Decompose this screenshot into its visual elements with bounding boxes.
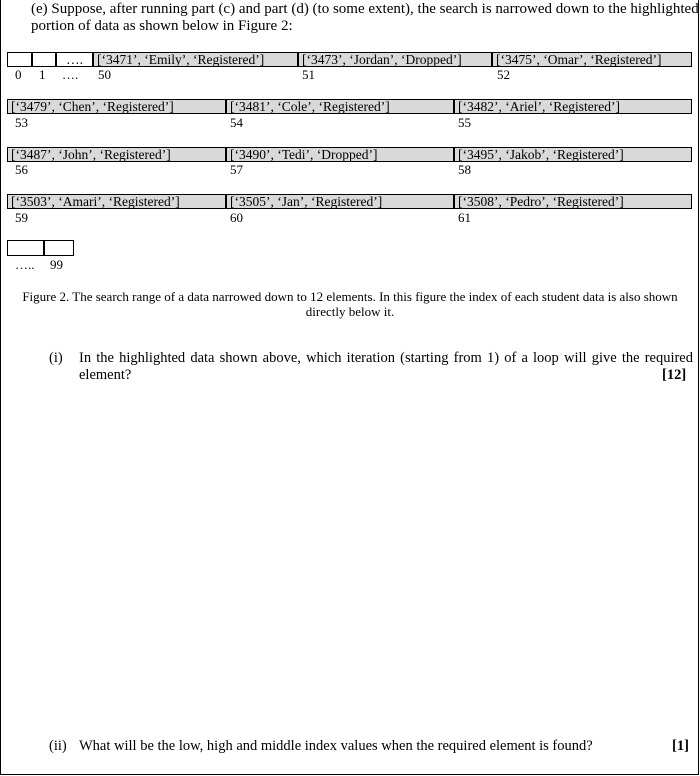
index-label-50: 50 [98,67,111,82]
index-label-58: 58 [458,162,471,177]
data-cell-57: [‘3490’, ‘Tedi’, ‘Dropped’] [226,147,454,162]
figure-caption-line-2: directly below it. [305,304,395,319]
data-cell-60: [‘3505’, ‘Jan’, ‘Registered’] [226,194,454,209]
index-label-59: 59 [15,210,28,225]
data-cell-52: [‘3475’, ‘Omar’, ‘Registered’] [492,52,692,67]
data-cell-53: [‘3479’, ‘Chen’, ‘Registered’] [7,99,226,114]
data-cell-56: [‘3487’, ‘John’, ‘Registered’] [7,147,226,162]
index-label-51: 51 [302,67,315,82]
question-i-number: (i) [49,350,63,366]
question-ii-number: (ii) [49,738,67,754]
array-cell-1 [32,52,56,67]
data-cell-61: [‘3508’, ‘Pedro’, ‘Registered’] [454,194,692,209]
index-label-54: 54 [230,115,243,130]
index-label-52: 52 [497,67,510,82]
figure-caption-line-1: Figure 2. The search range of a data narrowed down to 12 elements. In this figure the index of each student data is also shown [22,289,678,304]
question-i-line-1: In the highlighted data shown above, which iteration (starting from 1) of a loop will give the required [79,350,693,366]
index-label-dots: …. [62,67,79,82]
data-cell-51: [‘3473’, ‘Jordan’, ‘Dropped’] [298,52,492,67]
array-cell-98 [7,240,44,256]
question-i-line-2: element? [79,367,132,383]
data-cell-54: [‘3481’, ‘Cole’, ‘Registered’] [226,99,454,114]
index-label-60: 60 [230,210,243,225]
array-cell-0 [7,52,32,67]
question-ii-marks: [1] [672,738,689,754]
question-ii-text: What will be the low, high and middle index values when the required element is found? [79,738,593,754]
index-label-61: 61 [458,210,471,225]
data-cell-50: [‘3471’, ‘Emily’, ‘Registered’] [93,52,298,67]
array-cell-99 [44,240,74,256]
data-cell-58: [‘3495’, ‘Jakob’, ‘Registered’] [454,147,692,162]
intro-line-1: (e) Suppose, after running part (c) and part (d) (to some extent), the search is narrowed down to the highlighted [31,1,699,17]
index-label-dots-end: ….. [15,257,35,272]
data-cell-55: [‘3482’, ‘Ariel’, ‘Registered’] [454,99,692,114]
index-label-53: 53 [15,115,28,130]
data-cell-59: [‘3503’, ‘Amari’, ‘Registered’] [7,194,226,209]
intro-line-2: portion of data as shown below in Figure 2: [31,18,293,34]
index-label-1: 1 [39,67,46,82]
index-label-99: 99 [50,257,63,272]
index-label-57: 57 [230,162,243,177]
index-label-55: 55 [458,115,471,130]
index-label-0: 0 [15,67,22,82]
ellipsis-cell: …. [56,52,93,67]
index-label-56: 56 [15,162,28,177]
question-i-marks: [12] [662,367,687,383]
